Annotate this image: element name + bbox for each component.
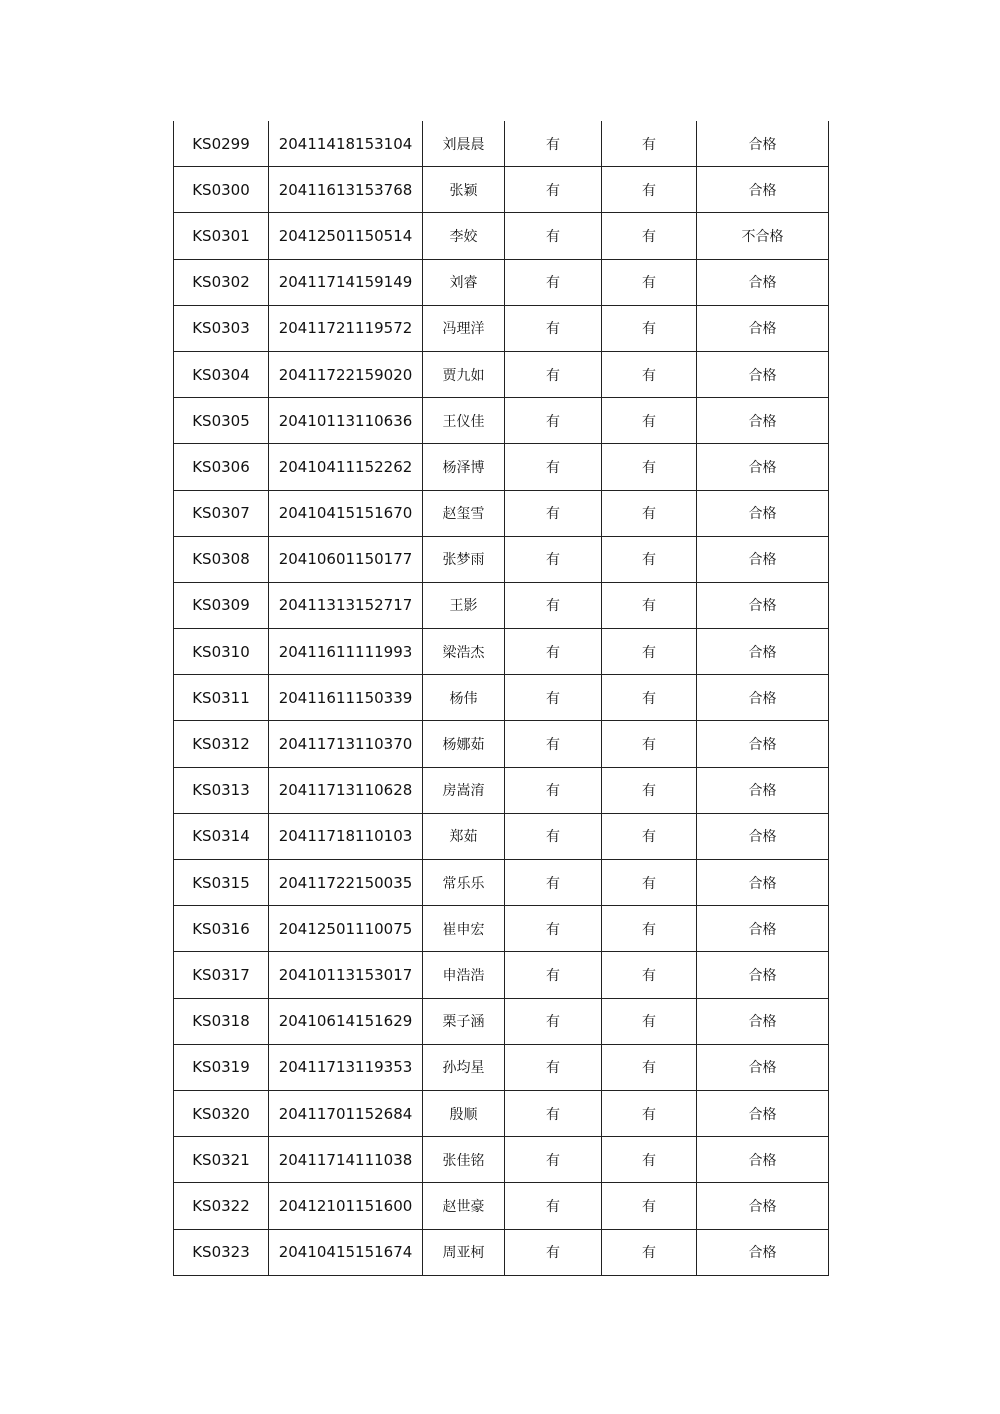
status-col5-cell: 有 <box>602 536 697 582</box>
status-col5-cell: 有 <box>602 675 697 721</box>
table-row <box>174 767 829 813</box>
candidate-name-cell: 贾九如 <box>423 351 505 397</box>
candidate-name-cell: 王仪佳 <box>423 398 505 444</box>
status-col4-cell: 有 <box>505 721 602 767</box>
candidate-id-cell: 20410614151629 <box>269 998 423 1044</box>
table-row <box>174 582 829 628</box>
status-col5-cell: 有 <box>602 444 697 490</box>
status-col5-cell: 有 <box>602 1137 697 1183</box>
result-cell: 合格 <box>697 490 829 536</box>
table-row <box>174 398 829 444</box>
table-row <box>174 1183 829 1229</box>
exam-number-cell: KS0304 <box>174 351 269 397</box>
candidate-name-cell: 申浩浩 <box>423 952 505 998</box>
result-cell: 合格 <box>697 305 829 351</box>
table-row <box>174 259 829 305</box>
candidate-id-cell: 20411714111038 <box>269 1137 423 1183</box>
candidate-id-cell: 20411718110103 <box>269 813 423 859</box>
table-row <box>174 351 829 397</box>
candidate-name-cell: 孙均星 <box>423 1044 505 1090</box>
candidate-id-cell: 20410113153017 <box>269 952 423 998</box>
result-cell: 合格 <box>697 675 829 721</box>
status-col4-cell: 有 <box>505 1229 602 1275</box>
table-row <box>174 1044 829 1090</box>
exam-number-cell: KS0299 <box>174 121 269 167</box>
exam-number-cell: KS0307 <box>174 490 269 536</box>
candidate-id-cell: 20411713110628 <box>269 767 423 813</box>
exam-number-cell: KS0314 <box>174 813 269 859</box>
status-col5-cell: 有 <box>602 351 697 397</box>
result-cell: 合格 <box>697 351 829 397</box>
status-col4-cell: 有 <box>505 1137 602 1183</box>
exam-number-cell: KS0315 <box>174 860 269 906</box>
candidate-name-cell: 刘晨晨 <box>423 121 505 167</box>
candidate-id-cell: 20410113110636 <box>269 398 423 444</box>
candidate-name-cell: 赵世豪 <box>423 1183 505 1229</box>
status-col4-cell: 有 <box>505 490 602 536</box>
roster-table <box>173 121 829 1276</box>
candidate-name-cell: 赵玺雪 <box>423 490 505 536</box>
result-cell: 合格 <box>697 721 829 767</box>
candidate-name-cell: 殷顺 <box>423 1090 505 1136</box>
status-col5-cell: 有 <box>602 813 697 859</box>
table-row <box>174 998 829 1044</box>
status-col5-cell: 有 <box>602 629 697 675</box>
status-col5-cell: 有 <box>602 952 697 998</box>
status-col5-cell: 有 <box>602 906 697 952</box>
status-col5-cell: 有 <box>602 582 697 628</box>
table-row <box>174 121 829 167</box>
exam-number-cell: KS0310 <box>174 629 269 675</box>
candidate-id-cell: 20410601150177 <box>269 536 423 582</box>
result-cell: 合格 <box>697 1090 829 1136</box>
exam-number-cell: KS0300 <box>174 167 269 213</box>
result-cell: 合格 <box>697 1137 829 1183</box>
candidate-id-cell: 20411313152717 <box>269 582 423 628</box>
status-col5-cell: 有 <box>602 121 697 167</box>
status-col4-cell: 有 <box>505 998 602 1044</box>
table-row <box>174 1137 829 1183</box>
table-row <box>174 490 829 536</box>
table-row <box>174 675 829 721</box>
status-col4-cell: 有 <box>505 582 602 628</box>
exam-number-cell: KS0320 <box>174 1090 269 1136</box>
exam-number-cell: KS0321 <box>174 1137 269 1183</box>
exam-number-cell: KS0312 <box>174 721 269 767</box>
result-cell: 合格 <box>697 121 829 167</box>
status-col4-cell: 有 <box>505 906 602 952</box>
status-col5-cell: 有 <box>602 398 697 444</box>
candidate-name-cell: 杨娜茹 <box>423 721 505 767</box>
exam-number-cell: KS0301 <box>174 213 269 259</box>
candidate-id-cell: 20411722150035 <box>269 860 423 906</box>
table-row <box>174 536 829 582</box>
result-cell: 合格 <box>697 998 829 1044</box>
status-col4-cell: 有 <box>505 398 602 444</box>
status-col4-cell: 有 <box>505 213 602 259</box>
status-col4-cell: 有 <box>505 259 602 305</box>
candidate-id-cell: 20412501150514 <box>269 213 423 259</box>
candidate-name-cell: 张颖 <box>423 167 505 213</box>
exam-number-cell: KS0322 <box>174 1183 269 1229</box>
exam-number-cell: KS0323 <box>174 1229 269 1275</box>
candidate-name-cell: 栗子涵 <box>423 998 505 1044</box>
exam-number-cell: KS0317 <box>174 952 269 998</box>
result-cell: 合格 <box>697 582 829 628</box>
status-col4-cell: 有 <box>505 1090 602 1136</box>
result-cell: 合格 <box>697 444 829 490</box>
exam-number-cell: KS0313 <box>174 767 269 813</box>
status-col4-cell: 有 <box>505 444 602 490</box>
status-col5-cell: 有 <box>602 1044 697 1090</box>
status-col5-cell: 有 <box>602 490 697 536</box>
status-col4-cell: 有 <box>505 860 602 906</box>
exam-number-cell: KS0303 <box>174 305 269 351</box>
status-col4-cell: 有 <box>505 767 602 813</box>
status-col5-cell: 有 <box>602 1183 697 1229</box>
candidate-name-cell: 张梦雨 <box>423 536 505 582</box>
result-cell: 合格 <box>697 1229 829 1275</box>
candidate-id-cell: 20411613153768 <box>269 167 423 213</box>
candidate-name-cell: 周亚柯 <box>423 1229 505 1275</box>
table-row <box>174 813 829 859</box>
candidate-id-cell: 20411713119353 <box>269 1044 423 1090</box>
exam-number-cell: KS0308 <box>174 536 269 582</box>
result-cell: 合格 <box>697 536 829 582</box>
status-col4-cell: 有 <box>505 167 602 213</box>
candidate-id-cell: 20411611150339 <box>269 675 423 721</box>
table-row <box>174 305 829 351</box>
exam-number-cell: KS0311 <box>174 675 269 721</box>
status-col5-cell: 有 <box>602 305 697 351</box>
candidate-name-cell: 王影 <box>423 582 505 628</box>
table-row <box>174 629 829 675</box>
candidate-id-cell: 20411721119572 <box>269 305 423 351</box>
table-row <box>174 721 829 767</box>
table-row <box>174 952 829 998</box>
table-row <box>174 860 829 906</box>
candidate-name-cell: 张佳铭 <box>423 1137 505 1183</box>
candidate-name-cell: 杨伟 <box>423 675 505 721</box>
status-col5-cell: 有 <box>602 1229 697 1275</box>
candidate-id-cell: 20411611111993 <box>269 629 423 675</box>
status-col5-cell: 有 <box>602 721 697 767</box>
status-col4-cell: 有 <box>505 1044 602 1090</box>
candidate-name-cell: 梁浩杰 <box>423 629 505 675</box>
exam-number-cell: KS0316 <box>174 906 269 952</box>
table-row <box>174 444 829 490</box>
candidate-id-cell: 20411713110370 <box>269 721 423 767</box>
candidate-id-cell: 20410415151670 <box>269 490 423 536</box>
table-row <box>174 1090 829 1136</box>
result-cell: 合格 <box>697 860 829 906</box>
status-col4-cell: 有 <box>505 813 602 859</box>
candidate-id-cell: 20411722159020 <box>269 351 423 397</box>
status-col5-cell: 有 <box>602 213 697 259</box>
candidate-id-cell: 20412101151600 <box>269 1183 423 1229</box>
status-col5-cell: 有 <box>602 998 697 1044</box>
exam-number-cell: KS0306 <box>174 444 269 490</box>
candidate-id-cell: 20411714159149 <box>269 259 423 305</box>
candidate-name-cell: 李姣 <box>423 213 505 259</box>
candidate-name-cell: 崔申宏 <box>423 906 505 952</box>
result-cell: 合格 <box>697 813 829 859</box>
status-col5-cell: 有 <box>602 1090 697 1136</box>
candidate-name-cell: 郑茹 <box>423 813 505 859</box>
status-col4-cell: 有 <box>505 351 602 397</box>
roster-table-body <box>174 121 829 1275</box>
table-row <box>174 906 829 952</box>
exam-number-cell: KS0309 <box>174 582 269 628</box>
result-cell: 合格 <box>697 906 829 952</box>
candidate-id-cell: 20410411152262 <box>269 444 423 490</box>
candidate-id-cell: 20412501110075 <box>269 906 423 952</box>
result-cell: 合格 <box>697 629 829 675</box>
exam-number-cell: KS0305 <box>174 398 269 444</box>
candidate-name-cell: 冯理洋 <box>423 305 505 351</box>
result-cell: 合格 <box>697 167 829 213</box>
result-cell: 合格 <box>697 952 829 998</box>
result-cell: 合格 <box>697 398 829 444</box>
status-col4-cell: 有 <box>505 1183 602 1229</box>
status-col5-cell: 有 <box>602 860 697 906</box>
result-cell: 合格 <box>697 259 829 305</box>
candidate-name-cell: 常乐乐 <box>423 860 505 906</box>
exam-number-cell: KS0302 <box>174 259 269 305</box>
status-col4-cell: 有 <box>505 121 602 167</box>
status-col4-cell: 有 <box>505 629 602 675</box>
result-cell: 合格 <box>697 1183 829 1229</box>
candidate-id-cell: 20411701152684 <box>269 1090 423 1136</box>
table-row <box>174 167 829 213</box>
exam-number-cell: KS0319 <box>174 1044 269 1090</box>
status-col4-cell: 有 <box>505 675 602 721</box>
candidate-name-cell: 房嵩淯 <box>423 767 505 813</box>
candidate-id-cell: 20410415151674 <box>269 1229 423 1275</box>
candidate-id-cell: 20411418153104 <box>269 121 423 167</box>
status-col5-cell: 有 <box>602 767 697 813</box>
table-row <box>174 1229 829 1275</box>
status-col4-cell: 有 <box>505 536 602 582</box>
status-col4-cell: 有 <box>505 952 602 998</box>
status-col4-cell: 有 <box>505 305 602 351</box>
result-cell: 不合格 <box>697 213 829 259</box>
result-cell: 合格 <box>697 767 829 813</box>
result-cell: 合格 <box>697 1044 829 1090</box>
table-row <box>174 213 829 259</box>
candidate-name-cell: 杨泽博 <box>423 444 505 490</box>
status-col5-cell: 有 <box>602 259 697 305</box>
exam-number-cell: KS0318 <box>174 998 269 1044</box>
status-col5-cell: 有 <box>602 167 697 213</box>
candidate-name-cell: 刘睿 <box>423 259 505 305</box>
